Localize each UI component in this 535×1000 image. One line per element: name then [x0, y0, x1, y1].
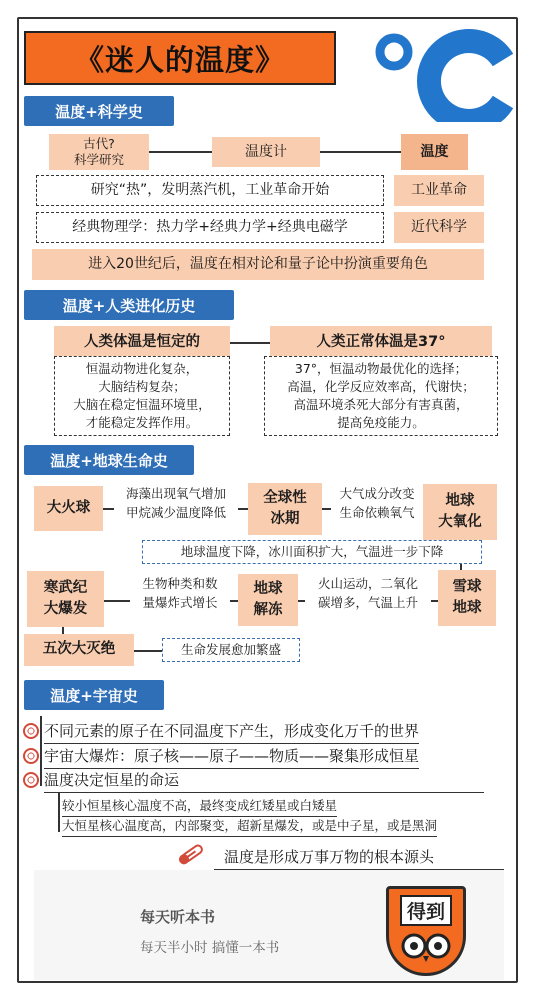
sub-large-stars [62, 816, 437, 837]
ancient-sub-label: 科学研究 [73, 152, 124, 167]
physics-text: 经典物理学：热力学+经典力学+经典电磁学 [72, 219, 348, 236]
footer-slogan [140, 906, 215, 927]
celsius-icon [368, 22, 518, 122]
detail-line: 才能稳定发挥作用。 [85, 415, 199, 431]
section-label: 温度+地球生命史 [50, 451, 168, 470]
footer-slogan-text: 每天听本书 [140, 908, 216, 926]
snowball-line: 雪球 [452, 578, 482, 595]
node-temperature [401, 134, 468, 170]
bullet-icon [23, 723, 39, 739]
big-bang-text: 宇宙大爆炸：原子核——原子——物质——聚集形成恒星 [44, 747, 420, 765]
modern-science-tag: 近代科学 [411, 219, 467, 236]
thermometer-icon [176, 840, 210, 866]
detail-line: 高温，化学反应效率高，代谢快； [287, 378, 475, 394]
connector-line [230, 342, 270, 344]
text-species-growth [130, 574, 230, 613]
volcano-line: 火山运动，二氧化 [317, 576, 418, 591]
box-constant-temp-details [54, 356, 230, 436]
normal-temp-heading: 人类正常体温是37° [316, 333, 446, 350]
cooling-text: 地球温度下降，冰川面积扩大，气温进一步下降 [180, 543, 444, 559]
bullet-icon [23, 772, 39, 788]
tag-industrial [394, 175, 484, 206]
text-atmosphere [331, 484, 423, 523]
snowball-line: 地球 [452, 600, 482, 616]
bullet-icon [23, 748, 39, 764]
text-algae-oxygen [114, 484, 238, 523]
detail-line: 大脑结构复杂； [98, 378, 186, 394]
detail-line: 高温环境杀死大部分有害真菌， [293, 397, 469, 412]
section-science-history [24, 96, 174, 126]
bullet-star-fate [44, 769, 484, 793]
owl-icon [399, 926, 453, 968]
constant-temp-heading: 人类体温是恒定的 [84, 333, 200, 350]
box-flourishing-life [162, 638, 300, 662]
thaw-line: 解冻 [253, 602, 283, 618]
box-normal-temp-details [264, 356, 498, 436]
section-label: 温度+宇宙史 [50, 686, 138, 705]
section-label: 温度+人类进化历史 [62, 296, 196, 315]
extinction-label: 五次大灭绝 [42, 641, 116, 658]
connector-line [40, 716, 42, 786]
bullet-big-bang [44, 745, 419, 769]
footer-tagline-text: 每天半小时 搞懂一本书 [140, 940, 280, 956]
thermometer-label: 温度计 [245, 143, 287, 160]
large-stars-text: 大恒星核心温度高，内部聚变，超新星爆发，或是中子星，或是黑洞 [62, 818, 438, 833]
node-thermometer [212, 137, 320, 167]
row-physics-text [36, 212, 384, 243]
detail-line: 提高免疫能力。 [337, 415, 425, 431]
industrial-tag: 工业革命 [411, 182, 467, 199]
node-fireball [34, 486, 103, 531]
node-great-oxidation [423, 484, 497, 540]
species-line: 生物种类和数 [142, 576, 218, 591]
oxidation-line: 大氧化 [438, 514, 482, 530]
page-title-bar [24, 31, 336, 85]
tag-modern-science [394, 212, 484, 243]
star-fate-text: 温度决定恒星的命运 [44, 771, 180, 789]
atmosphere-line: 大气成分改变 [339, 486, 415, 501]
conclusion-text: 温度是形成万事万物的根本源头 [224, 848, 435, 866]
species-line: 量爆炸式增长 [142, 595, 218, 611]
bullet-elements [44, 720, 419, 744]
volcano-line: 碳增多，气温上升 [317, 595, 418, 611]
detail-line: 大脑在稳定恒温环境里， [73, 397, 211, 412]
page-title: 《迷人的温度》 [74, 42, 285, 77]
section-label: 温度+科学史 [55, 102, 143, 121]
section-human-evolution [24, 290, 234, 320]
small-stars-text: 较小恒星核心温度不高，最终变成红矮星或白矮星 [62, 798, 338, 813]
oxygen-dependency-line: 生命依赖氧气 [339, 505, 415, 521]
row-industrial-text [36, 175, 384, 206]
methane-line: 甲烷减少温度降低 [125, 505, 226, 521]
sub-small-stars [62, 796, 337, 817]
temperature-label: 温度 [420, 143, 449, 160]
node-global-ice-age [248, 483, 322, 535]
detail-line: 恒温动物进化复杂， [85, 360, 199, 376]
industrial-text: 研究“热”，发明蒸汽机，工业革命开始 [90, 182, 330, 199]
node-constant-body-temp [54, 326, 230, 358]
logo-text: 得到 [400, 895, 452, 926]
section-earth-life [24, 445, 194, 475]
footer-tagline [140, 936, 279, 956]
dedao-logo [386, 886, 466, 976]
fireball-label: 大火球 [46, 499, 91, 516]
ice-age-line: 冰期 [270, 511, 300, 527]
node-cambrian-explosion [27, 571, 104, 627]
twentieth-century-text: 进入20世纪后，温度在相对论和量子论中扮演重要角色 [88, 256, 428, 273]
node-snowball-earth [438, 570, 496, 626]
detail-line: 37°，恒温动物最优化的选择； [294, 360, 468, 376]
node-earth-thaw [238, 574, 298, 626]
flourish-text: 生命发展愈加繁盛 [180, 641, 281, 657]
cambrian-line: 寒武纪 [43, 579, 88, 596]
elements-text: 不同元素的原子在不同温度下产生，形成变化万千的世界 [44, 722, 420, 740]
thaw-line: 地球 [253, 580, 283, 597]
row-20th-century [32, 249, 484, 280]
banner-cooling [142, 540, 482, 564]
oxidation-line: 地球 [445, 492, 475, 509]
node-ancient [49, 134, 149, 170]
section-universe-history [24, 680, 164, 710]
ice-age-line: 全球性 [263, 489, 307, 506]
node-normal-body-temp [270, 326, 492, 358]
cambrian-line: 大爆发 [43, 601, 88, 617]
algae-line: 海藻出现氧气增加 [125, 486, 226, 501]
connector-line [58, 792, 60, 832]
node-five-extinctions [24, 634, 134, 666]
conclusion-line [214, 846, 504, 870]
connector-line [134, 650, 162, 652]
text-volcano-co2 [305, 574, 431, 613]
ancient-label: 古代? [83, 135, 115, 151]
